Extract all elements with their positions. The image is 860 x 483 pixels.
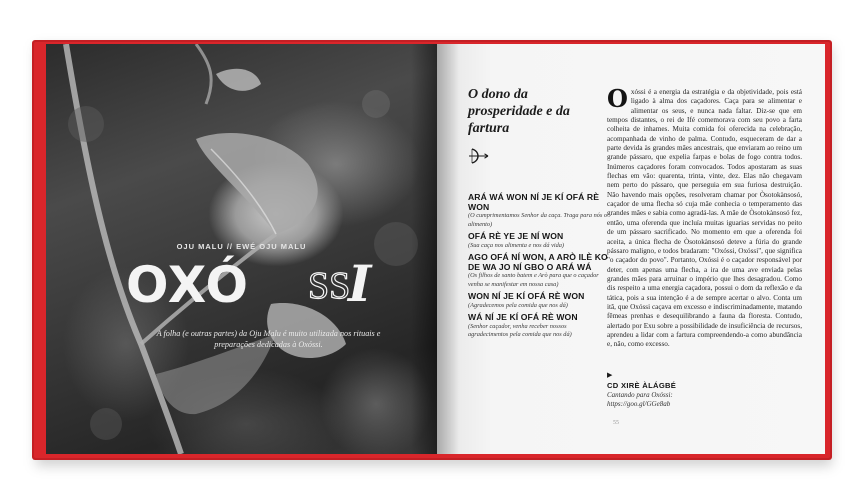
- title-i-italic: I: [348, 254, 372, 313]
- chant-line: WON NÍ JE KÍ OFÁ RÈ WON: [468, 291, 585, 301]
- drop-cap: O: [607, 84, 628, 113]
- page-inner-shadow: [437, 44, 459, 454]
- page-number: 55: [613, 420, 619, 426]
- section-title: O dono da prosperidade e da fartura: [468, 87, 570, 136]
- chant-line: ARÁ WÁ WON NÍ JE KÍ OFÁ RÈ WON: [468, 192, 600, 212]
- chant-line: OFÁ RÈ YE JE NÍ WON: [468, 231, 564, 241]
- play-arrow-icon: ▶: [607, 371, 613, 379]
- chant-translation: (Agradecemos pela comida que nos dá): [468, 301, 568, 309]
- chant-list: [468, 193, 608, 342]
- chant-translation: (O cumprimentamos Senhor da caça. Traga para nós o alimento): [468, 212, 608, 228]
- chant-line: AGO OFÁ NÍ WON, A ARÒ ILÈ KO DE WA JO NÍ GBO O ARÁ WÁ: [468, 252, 608, 272]
- article-body: [607, 84, 802, 350]
- right-page: [437, 44, 825, 454]
- chant-translation: (Sua caça nos alimenta e nos dá vida): [468, 241, 565, 249]
- title-oxo: OXÓ: [126, 256, 249, 314]
- photo-caption: A folha (e outras partes) da Oju Malu é muito utilizada nos rituais e preparações dedicadas à Oxóssi.: [156, 329, 381, 349]
- chant-line: WÁ NÍ JE KÍ OFÁ RÈ WON: [468, 312, 578, 322]
- plant-subtitle: OJU MALU // EWÉ OJU MALU: [176, 242, 307, 251]
- title-ss-outline: SS: [308, 265, 351, 307]
- bow-and-arrow-icon: [468, 148, 490, 164]
- cd-subtitle: Cantando para Oxóssi:: [607, 391, 673, 399]
- left-page-photo: [46, 44, 437, 454]
- chant-translation: (Os filhos de santo batem e Arò para que o caçador venha se manifestar em nossa casa): [468, 272, 599, 288]
- article-body-text: xóssi é a energia da estratégia e da objetividade, pois está ligado à alma dos caçadores. Caça para se alimentar e alimentar os seus, e nunca nada faltar. Diz-se que em tempos distantes, o rei de Ifé comemorava com seu povo a farta colheita de inhames. Muita comida foi oferecida na celebração, acompanhada de vinho de palma. Contudo, esqueceram de dar a parte devida às grandes mães ancestrais, que enviaram ao reino um grande pássaro, que expelia farpas e bolas de fogo contra todos. Inúmeros caçadores foram convocados. Todos apostaram as suas flechas em vão: quarenta, trinta, vinte, dez. Elas não chegavam nem perto do pássaro, que perseguia em sua furiosa destruição. Não havendo mais opções, resolveram chamar por Òsotokànsosó, caçador de uma flecha só cuja mãe conhecia o temperamento das grandes mães e sabia como agradá-las. A mãe de Òsotokànsosó fez, então, uma oferenda que incluía muitas iguarias servidas no peito de um pássaro sacrificado. No momento em que a oferenda foi aceita, a única flecha de Òsotokànsosó deteve a fúria do grande pássaro maligno, e todos bradaram: "Oxóssi, Oxóssi", que significa "o caçador do povo". Portanto, Oxóssi é o caçador responsável por deter, com apenas uma flecha, a ira de uma ave enviada pelas grandes mães para arruinar o império que lhes desagradou. Como dis respeito a uma energia caçadora, possui o dom da reflexão e da tática, pois a sua intenção é a de sempre acertar o alvo. Conta um itã, que Oxóssi caçava em excesso e indiscriminadamente, matando fêmeas prenhas e desequilibrando a fauna da floresta. Contudo, alertado por Exu sobre a possibilidade de insuficiência de recursos, aprendeu a lidar com a fartura compreendendo-a como abundância e, não, como excesso.: [607, 88, 802, 349]
- cd-title: CD XIRÈ ÀLÁGBÉ: [607, 381, 677, 390]
- oxossi-title: [126, 252, 426, 322]
- cd-link[interactable]: https://goo.gl/GGe8ab: [607, 400, 671, 408]
- chant-translation: (Senhor caçador, venha receber nossos agradecimentos pela comida que nos dá): [468, 322, 572, 338]
